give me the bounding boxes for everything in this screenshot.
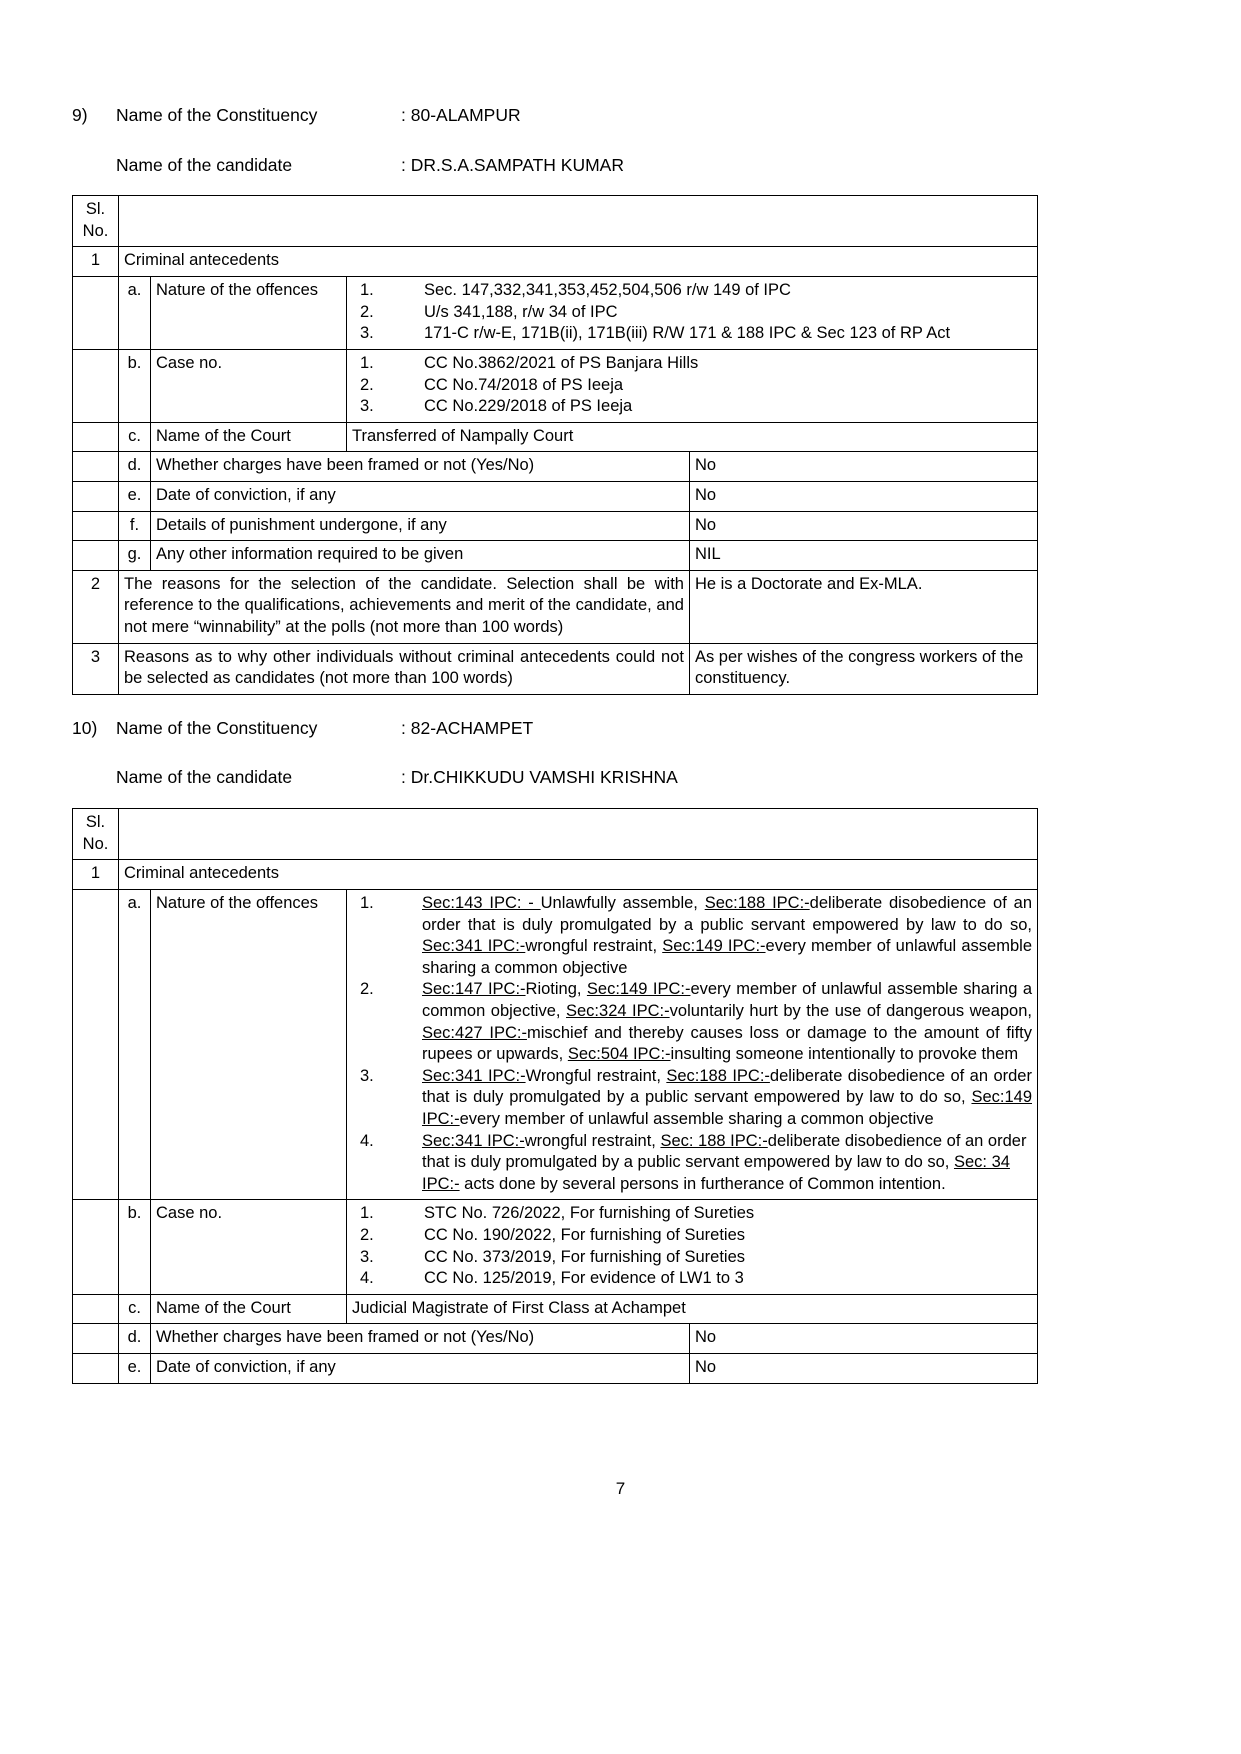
list-item-text [422, 1067, 1032, 1128]
row-letter: c. [119, 1294, 151, 1324]
list-item-number: 3. [360, 397, 374, 416]
row-number: 2 [73, 570, 119, 643]
caseno-list-cell [347, 1200, 1038, 1294]
offence-description: mischief and thereby causes loss or damage to the amount of fifty rupees or upwards, [422, 1023, 1033, 1064]
row-number-blank [73, 511, 119, 541]
list-item-text: U/s 341,188, r/w 34 of IPC [424, 302, 618, 321]
list-item [352, 323, 1032, 345]
row-label: Date of conviction, if any [151, 1354, 690, 1384]
ipc-section-reference: Sec: 34 IPC:- [422, 1153, 1010, 1193]
candidate-row [72, 154, 1172, 178]
table-row-court [73, 422, 1038, 452]
offence-description: Wrongful restraint, [525, 1066, 667, 1085]
list-item-text [422, 1132, 1026, 1193]
offence-description: Unlawfully assemble, [540, 893, 705, 912]
offence-description: Rioting, [525, 980, 587, 999]
list-item-text [422, 894, 1032, 977]
criminal-antecedents-label: Criminal antecedents [119, 247, 1038, 277]
ipc-section-reference: Sec:188 IPC:- [704, 893, 810, 912]
page-number: 7 [615, 1479, 626, 1498]
caseno-list [352, 1203, 1032, 1289]
candidate-label: Name of the candidate [116, 767, 293, 788]
row-label: Date of conviction, if any [151, 481, 690, 511]
list-item [352, 396, 1032, 418]
conviction-value: No [689, 481, 1037, 511]
entry-index: 10) [72, 717, 98, 738]
candidate-value: : DR.S.A.SAMPATH KUMAR [401, 154, 624, 175]
list-item-number: 1. [360, 893, 374, 912]
table-row-caseno [73, 349, 1038, 422]
row-label: Nature of the offences [151, 889, 347, 1200]
table-row-conviction [73, 481, 1038, 511]
ipc-section-reference: Sec:149 IPC:- [422, 1088, 1032, 1128]
list-item-text: CC No. 125/2019, For evidence of LW1 to 3 [424, 1269, 744, 1288]
table-row-reasons-selection [73, 570, 1038, 643]
list-item [352, 375, 1032, 397]
table-row [73, 247, 1038, 277]
court-value: Transferred of Nampally Court [347, 422, 1038, 452]
ipc-section-reference: Sec:188 IPC:- [666, 1066, 770, 1085]
row-number: 1 [73, 247, 119, 277]
row-number-blank [73, 1294, 119, 1324]
charges-value: No [689, 1324, 1037, 1354]
list-item-text: Sec. 147,332,341,353,452,504,506 r/w 149 of IPC [424, 281, 791, 300]
offence-description: deliberate disobedience of an order that is duly promulgated by a public servant empowered by law to do so, [422, 893, 1032, 934]
offence-description: every member of unlawful assemble sharing a common objective [422, 937, 1032, 977]
offence-description: wrongful restraint, [525, 937, 663, 956]
row-number-blank [73, 481, 119, 511]
constituency-label: Name of the Constituency [116, 717, 318, 738]
candidate-row [72, 766, 1172, 790]
row-label: Name of the Court [151, 1294, 347, 1324]
table-row-reasons-others [73, 643, 1038, 694]
ipc-section-reference: Sec:341 IPC:- [422, 1131, 525, 1150]
offences-list-cell [347, 277, 1038, 350]
offence-description: acts done by several persons in furtherance of Common intention. [459, 1174, 946, 1193]
row-letter: g. [119, 541, 151, 571]
list-item-text: STC No. 726/2022, For furnishing of Sureties [424, 1204, 755, 1223]
row-label: Name of the Court [151, 422, 347, 452]
row-number-blank [73, 422, 119, 452]
list-item-number: 3. [360, 1066, 374, 1085]
list-item-text: CC No.229/2018 of PS Ieeja [424, 397, 633, 416]
slno-line2: No. [82, 834, 109, 853]
entry-index: 9) [72, 105, 88, 125]
caseno-list [352, 353, 1032, 418]
offence-description: every member of unlawful assemble sharing a common objective [459, 1110, 934, 1128]
list-item-text: CC No. 190/2022, For furnishing of Sureties [424, 1226, 746, 1245]
slno-line2: No. [82, 221, 109, 240]
list-item [352, 1203, 1032, 1225]
row-number-blank [73, 541, 119, 571]
ipc-section-reference: Sec:147 IPC:- [422, 980, 526, 999]
ipc-section-reference: Sec:143 IPC: - [422, 893, 541, 912]
offence-description: every member of unlawful assemble sharing a common objective, [422, 980, 1032, 1020]
list-item-text: CC No.74/2018 of PS Ieeja [424, 375, 624, 394]
ipc-section-reference: Sec:341 IPC:- [422, 937, 526, 956]
list-item-number: 1. [360, 1204, 374, 1223]
list-item-text: 171-C r/w-E, 171B(ii), 171B(iii) R/W 171 & 188 IPC & Sec 123 of RP Act [424, 324, 951, 343]
list-item [352, 979, 1032, 1065]
table-row-offences [73, 889, 1038, 1200]
row-label: Nature of the offences [151, 277, 347, 350]
criminal-antecedents-label: Criminal antecedents [119, 860, 1038, 890]
entry-9-table [72, 195, 1038, 695]
other-info-value: NIL [689, 541, 1037, 571]
reasons-others-value: As per wishes of the congress workers of the constituency. [689, 643, 1037, 694]
row-label: Case no. [151, 1200, 347, 1294]
reasons-selection-value: He is a Doctorate and Ex-MLA. [689, 570, 1037, 643]
row-letter: c. [119, 422, 151, 452]
slno-line1: Sl. [85, 200, 106, 219]
entry-10-table [72, 808, 1038, 1384]
table-row-caseno [73, 1200, 1038, 1294]
constituency-value: : 82-ACHAMPET [401, 717, 534, 738]
row-letter: e. [119, 1354, 151, 1384]
list-item [352, 1131, 1032, 1196]
slno-line1: Sl. [85, 813, 106, 832]
list-item-text [422, 980, 1032, 1063]
row-number-blank [73, 277, 119, 350]
table-row-charges [73, 452, 1038, 482]
row-letter: a. [119, 889, 151, 1200]
row-letter: a. [119, 277, 151, 350]
offences-list-cell [347, 889, 1038, 1200]
list-item [352, 280, 1032, 302]
table-row-charges [73, 1324, 1038, 1354]
ipc-section-reference: Sec:427 IPC:- [422, 1023, 527, 1042]
court-value: Judicial Magistrate of First Class at Achampet [347, 1294, 1038, 1324]
constituency-row [72, 717, 1172, 741]
row-letter: d. [119, 452, 151, 482]
list-item-number: 1. [360, 281, 374, 300]
ipc-section-reference: Sec:149 IPC:- [586, 980, 691, 999]
list-item-number: 2. [360, 980, 374, 999]
table-row-conviction [73, 1354, 1038, 1384]
header-blank-cell [119, 809, 1038, 860]
row-number: 3 [73, 643, 119, 694]
table-row [73, 860, 1038, 890]
offence-description: deliberate disobedience of an order that is duly promulgated by a public servant empowered by law to do so, [422, 1066, 1032, 1107]
row-label: Details of punishment undergone, if any [151, 511, 690, 541]
list-item-number: 1. [360, 353, 374, 372]
ipc-section-reference: Sec: 188 IPC:- [660, 1131, 768, 1150]
list-item-number: 4. [360, 1269, 374, 1288]
row-number-blank [73, 1354, 119, 1384]
row-label: Whether charges have been framed or not (Yes/No) [151, 1324, 690, 1354]
table-row-punishment [73, 511, 1038, 541]
list-item [352, 1225, 1032, 1247]
offences-list [352, 893, 1032, 1196]
slno-header [73, 196, 119, 247]
list-item [352, 353, 1032, 375]
list-item-number: 4. [360, 1131, 374, 1150]
offence-description: wrongful restraint, [524, 1131, 661, 1150]
list-item-number: 2. [360, 302, 374, 321]
row-label: Any other information required to be given [151, 541, 690, 571]
offence-description: deliberate disobedience of an order that is duly promulgated by a public servant empowered by law to do so, [422, 1131, 1027, 1172]
table-row-court [73, 1294, 1038, 1324]
row-number-blank [73, 889, 119, 1200]
reasons-others-label: Reasons as to why other individuals without criminal antecedents could not be selected as candidates (not more than 100 words) [119, 643, 690, 694]
list-item-text: CC No.3862/2021 of PS Banjara Hills [424, 353, 699, 372]
row-letter: b. [119, 349, 151, 422]
offences-list [352, 280, 1032, 345]
constituency-label: Name of the Constituency [116, 105, 318, 125]
list-item [352, 1066, 1032, 1131]
row-number: 1 [73, 860, 119, 890]
entry-9-header [72, 104, 1172, 177]
ipc-section-reference: Sec:341 IPC:- [422, 1066, 526, 1085]
candidate-label: Name of the candidate [116, 154, 293, 175]
constituency-row [72, 104, 1172, 128]
table-row-other-info [73, 541, 1038, 571]
row-number-blank [73, 452, 119, 482]
list-item-number: 3. [360, 1247, 374, 1266]
list-item [352, 1268, 1032, 1290]
row-number-blank [73, 1200, 119, 1294]
page-content [72, 104, 1172, 1388]
offence-description: voluntarily hurt by the use of dangerous weapon, [669, 1001, 1032, 1020]
list-item [352, 893, 1032, 979]
row-label: Whether charges have been framed or not (Yes/No) [151, 452, 690, 482]
charges-value: No [689, 452, 1037, 482]
table-header-row [73, 196, 1038, 247]
caseno-list-cell [347, 349, 1038, 422]
offence-description: insulting someone intentionally to provoke them [670, 1045, 1019, 1064]
punishment-value: No [689, 511, 1037, 541]
constituency-value: : 80-ALAMPUR [401, 105, 521, 125]
ipc-section-reference: Sec:504 IPC:- [567, 1045, 671, 1064]
row-letter: e. [119, 481, 151, 511]
candidate-value: : Dr.CHIKKUDU VAMSHI KRISHNA [401, 767, 678, 788]
slno-header [73, 809, 119, 860]
entry-10-header [72, 717, 1172, 790]
table-header-row [73, 809, 1038, 860]
row-letter: d. [119, 1324, 151, 1354]
ipc-section-reference: Sec:324 IPC:- [566, 1001, 670, 1020]
list-item-text: CC No. 373/2019, For furnishing of Sureties [424, 1247, 746, 1266]
list-item-number: 3. [360, 324, 374, 343]
list-item [352, 302, 1032, 324]
row-label: Case no. [151, 349, 347, 422]
list-item [352, 1247, 1032, 1269]
row-letter: f. [119, 511, 151, 541]
ipc-section-reference: Sec:149 IPC:- [662, 937, 766, 956]
table-row-offences [73, 277, 1038, 350]
row-letter: b. [119, 1200, 151, 1294]
list-item-number: 2. [360, 375, 374, 394]
header-blank-cell [119, 196, 1038, 247]
list-item-number: 2. [360, 1226, 374, 1245]
reasons-selection-label: The reasons for the selection of the candidate. Selection shall be with reference to the qualifications, achievements and merit of the candidate, and not mere “winnability” at the polls (not more than 100 words) [119, 570, 690, 643]
row-number-blank [73, 349, 119, 422]
conviction-value: No [689, 1354, 1037, 1384]
row-number-blank [73, 1324, 119, 1354]
